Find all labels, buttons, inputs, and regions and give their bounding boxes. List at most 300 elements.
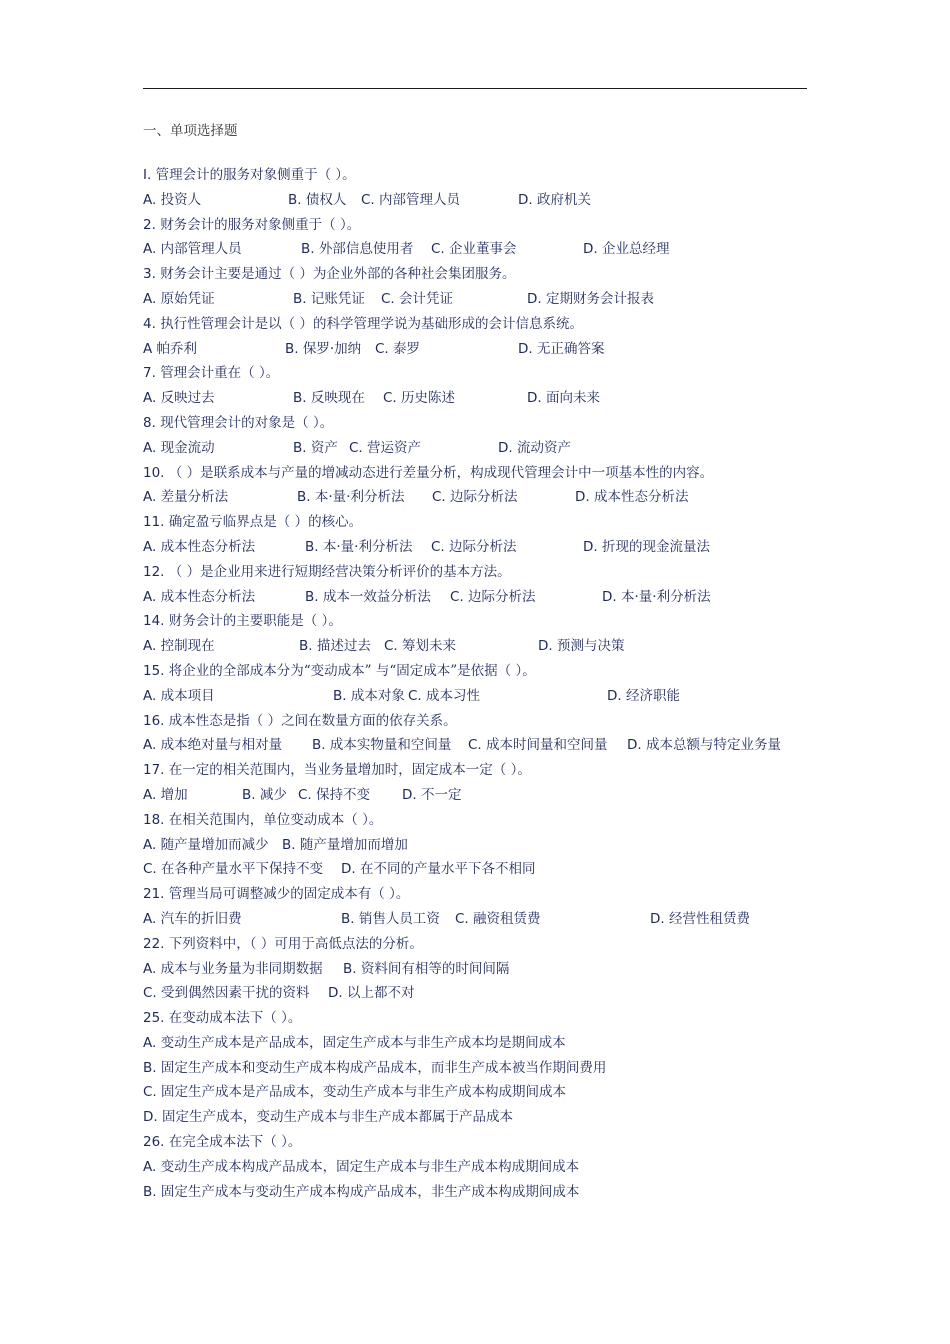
option	[293, 386, 365, 411]
item-marker: D.	[650, 910, 665, 927]
item-marker: B.	[242, 786, 256, 803]
option	[341, 907, 440, 932]
item-marker: 11.	[143, 514, 165, 531]
item-text: 在变动成本法下（ ）。	[168, 1010, 302, 1027]
item-marker: B.	[143, 1183, 157, 1200]
options-line	[143, 981, 823, 1006]
option	[301, 237, 413, 262]
item-marker: B.	[333, 687, 347, 704]
item-marker: C.	[298, 786, 312, 803]
item-marker: A.	[143, 241, 157, 258]
option	[285, 337, 361, 362]
item-marker: B.	[301, 241, 315, 258]
item-text: 变动生产成本构成产品成本，固定生产成本与非生产成本构成期间成本	[160, 1158, 580, 1175]
item-text: 执行性管理会计是以（ ）的科学管理学说为基础形成的会计信息系统。	[160, 315, 583, 332]
item-marker: C.	[143, 985, 157, 1002]
options-line	[143, 634, 823, 659]
item-text: 本·量·利分析法	[322, 538, 413, 555]
item-text: 随产量增加而增加	[299, 836, 408, 853]
item-marker: A.	[143, 836, 157, 853]
item-text: 在各种产量水平下保持不变	[161, 861, 324, 878]
item-marker: B.	[305, 588, 319, 605]
option	[381, 287, 453, 312]
item-text: 在完全成本法下（ ）。	[168, 1134, 302, 1151]
option	[143, 337, 197, 362]
item-marker: D.	[575, 489, 590, 506]
item-text: 控制现在	[160, 638, 215, 655]
item-marker: D.	[518, 191, 533, 208]
option	[518, 188, 591, 213]
option	[293, 436, 338, 461]
question-line	[143, 1006, 823, 1031]
item-text: 固定生产成本与变动生产成本构成产品成本，非生产成本构成期间成本	[160, 1183, 580, 1200]
question-line	[143, 659, 823, 684]
option	[143, 188, 201, 213]
item-marker: 4.	[143, 315, 156, 332]
item-marker: B.	[343, 960, 357, 977]
options-line	[143, 907, 823, 932]
question-line	[143, 882, 823, 907]
item-text: 成本绝对量与相对量	[160, 737, 283, 754]
item-text: 以上都不对	[346, 985, 415, 1002]
options-line	[143, 237, 823, 262]
item-marker: C.	[468, 737, 482, 754]
item-marker: B.	[285, 340, 299, 357]
item-marker: C.	[408, 687, 422, 704]
item-text: 经济职能	[625, 687, 680, 704]
item-text: 原始凭证	[160, 290, 215, 307]
item-text: 内部管理人员	[160, 241, 242, 258]
question-line	[143, 163, 823, 188]
item-marker: B.	[143, 1059, 157, 1076]
question-line	[143, 1130, 823, 1155]
item-marker: B.	[288, 191, 302, 208]
item-text: 管理会计的服务对象侧重于（ ）。	[155, 167, 356, 183]
option	[143, 833, 269, 858]
item-marker: D.	[143, 1109, 158, 1126]
item-text: 反映过去	[160, 390, 215, 407]
option	[143, 981, 310, 1006]
item-marker: A.	[143, 191, 157, 208]
option	[450, 585, 536, 610]
item-marker: C.	[431, 538, 445, 555]
item-text: 汽车的折旧费	[160, 910, 242, 927]
item-text: 融资租赁费	[473, 910, 541, 927]
option	[408, 684, 480, 709]
question	[143, 932, 423, 957]
option	[602, 585, 711, 610]
option	[143, 436, 215, 461]
item-marker: B.	[341, 910, 355, 927]
item-text: 企业董事会	[449, 241, 517, 258]
item-text: 定期财务会计报表	[545, 290, 654, 307]
option	[527, 287, 654, 312]
option	[305, 585, 431, 610]
question	[143, 560, 511, 585]
item-text: 营运资产	[367, 439, 422, 456]
item-text: 泰罗	[393, 340, 421, 357]
item-text: 预测与决策	[556, 638, 625, 655]
option	[343, 957, 509, 982]
option	[143, 634, 215, 659]
item-marker: C.	[143, 1084, 157, 1101]
option	[583, 535, 710, 560]
question-line	[143, 361, 823, 386]
question	[143, 709, 457, 734]
option	[288, 188, 346, 213]
item-marker: 7.	[143, 365, 156, 382]
item-text: 固定生产成本和变动生产成本构成产品成本，而非生产成本被当作期间费用	[160, 1059, 607, 1076]
question-line	[143, 808, 823, 833]
item-marker: A.	[143, 638, 157, 655]
question-line	[143, 213, 823, 238]
item-text: 在相关范围内，单位变动成本（ ）。	[168, 811, 383, 828]
item-marker: A.	[143, 1158, 157, 1175]
item-marker: A.	[143, 390, 157, 407]
option	[242, 783, 287, 808]
options-line	[143, 337, 823, 362]
item-marker: I.	[143, 167, 152, 183]
option	[384, 634, 456, 659]
option	[333, 684, 405, 709]
item-text: 历史陈述	[401, 390, 456, 407]
item-text: 现金流动	[160, 439, 215, 456]
question-line	[143, 461, 823, 486]
option	[538, 634, 624, 659]
item-marker: D.	[341, 861, 356, 878]
item-text: 投资人	[160, 191, 202, 208]
option	[297, 485, 404, 510]
item-text: 保罗·加纳	[302, 340, 362, 357]
question	[143, 758, 531, 783]
item-text: 成本时间量和空间量	[486, 737, 608, 754]
option	[431, 535, 517, 560]
item-marker: D.	[602, 588, 617, 605]
item-marker: B.	[282, 836, 296, 853]
option	[402, 783, 461, 808]
item-text: 折现的现金流量法	[601, 538, 710, 555]
item-marker: C.	[383, 390, 397, 407]
question-line	[143, 1155, 823, 1180]
question-line	[143, 510, 823, 535]
options-line	[143, 535, 823, 560]
item-marker: C.	[450, 588, 464, 605]
option	[627, 733, 781, 758]
question	[143, 1080, 566, 1105]
item-marker: 2.	[143, 216, 156, 233]
item-text: 成本性态分析法	[160, 588, 256, 605]
option	[575, 485, 688, 510]
item-text: 本·量·利分析法	[314, 489, 405, 506]
question-line	[143, 758, 823, 783]
question-line	[143, 411, 823, 436]
item-marker: B.	[299, 638, 313, 655]
item-text: 政府机关	[536, 191, 591, 208]
item-text: 成本对象	[350, 687, 405, 704]
item-text: 管理当局可调整减少的固定成本有（ ）。	[168, 886, 410, 903]
item-marker: C.	[375, 340, 389, 357]
question	[143, 312, 583, 337]
item-marker: A.	[143, 439, 157, 456]
item-marker: A.	[143, 290, 157, 307]
option	[143, 857, 323, 882]
item-marker: B.	[312, 737, 326, 754]
item-text: 变动生产成本是产品成本，固定生产成本与非生产成本均是期间成本	[160, 1034, 566, 1051]
item-text: 成本一效益分析法	[322, 588, 431, 605]
item-text: 记账凭证	[310, 290, 365, 307]
item-marker: A.	[143, 687, 157, 704]
item-marker: D.	[607, 687, 622, 704]
option	[498, 436, 571, 461]
item-text: 在不同的产量水平下各不相同	[359, 861, 536, 878]
item-marker: C.	[361, 191, 375, 208]
option	[305, 535, 412, 560]
item-marker: D.	[402, 786, 417, 803]
option	[455, 907, 541, 932]
option	[143, 733, 282, 758]
item-marker: C.	[384, 638, 398, 655]
options-line	[143, 783, 823, 808]
item-text: 会计凭证	[399, 290, 454, 307]
option	[293, 287, 365, 312]
question	[143, 659, 536, 684]
question-line	[143, 609, 823, 634]
item-text: 将企业的全部成本分为“变动成本” 与“固定成本”是依据（ ）。	[168, 662, 536, 679]
item-marker: A.	[143, 1034, 157, 1051]
item-marker: 17.	[143, 762, 165, 779]
item-text: 销售人员工资	[358, 910, 440, 927]
question-line	[143, 1105, 823, 1130]
item-marker: C.	[349, 439, 363, 456]
item-text: 成本与业务量为非同期数据	[160, 960, 323, 977]
question-line	[143, 1056, 823, 1081]
section-title: 一、单项选择题	[143, 123, 238, 139]
option	[282, 833, 408, 858]
item-text: 成本性态分析法	[593, 489, 689, 506]
item-text: 现代管理会计的对象是（ ）。	[160, 414, 334, 431]
question-line	[143, 1031, 823, 1056]
item-marker: 26.	[143, 1134, 165, 1151]
question-list	[143, 163, 823, 1204]
question-line	[143, 932, 823, 957]
item-marker: A.	[143, 786, 157, 803]
item-text: 成本项目	[160, 687, 215, 704]
option	[143, 535, 255, 560]
item-text: 边际分析法	[468, 588, 536, 605]
item-text: 流动资产	[516, 439, 571, 456]
question	[143, 213, 360, 238]
question	[143, 1031, 566, 1056]
option	[143, 485, 228, 510]
item-marker: 15.	[143, 662, 165, 679]
question-line	[143, 312, 823, 337]
item-text: 债权人	[305, 191, 347, 208]
item-text: 边际分析法	[450, 489, 518, 506]
item-marker: D.	[583, 538, 598, 555]
option	[361, 188, 460, 213]
item-text: 受到偶然因素干扰的资料	[161, 985, 310, 1002]
option	[143, 237, 242, 262]
item-text: 外部信息使用者	[318, 241, 414, 258]
item-marker: D.	[498, 439, 513, 456]
item-marker: D.	[328, 985, 343, 1002]
option	[583, 237, 669, 262]
question	[143, 510, 362, 535]
options-line	[143, 833, 823, 858]
item-text: 反映现在	[310, 390, 365, 407]
item-marker: 12.	[143, 563, 165, 580]
item-marker: D.	[627, 737, 642, 754]
item-text: 成本习性	[426, 687, 481, 704]
option	[375, 337, 420, 362]
question	[143, 411, 333, 436]
item-text: 下列资料中，（ ）可用于高低点法的分析。	[168, 935, 423, 952]
item-marker: D.	[527, 290, 542, 307]
question	[143, 1056, 606, 1081]
option	[650, 907, 750, 932]
item-text: 财务会计的服务对象侧重于（ ）。	[160, 216, 361, 233]
item-text: 差量分析法	[160, 489, 229, 506]
option	[312, 733, 451, 758]
item-marker: A.	[143, 737, 157, 754]
options-line	[143, 485, 823, 510]
top-rule	[143, 88, 807, 89]
item-text: 成本总额与特定业务量	[645, 737, 781, 754]
question-line	[143, 1080, 823, 1105]
question	[143, 461, 713, 486]
option	[518, 337, 604, 362]
item-marker: B.	[297, 489, 311, 506]
item-text: 财务会计的主要职能是（ ）。	[168, 613, 342, 630]
option	[383, 386, 455, 411]
item-text: 内部管理人员	[379, 191, 461, 208]
item-marker: A.	[143, 489, 157, 506]
item-marker: D.	[538, 638, 553, 655]
options-line	[143, 957, 823, 982]
item-marker: C.	[432, 489, 446, 506]
option	[299, 634, 371, 659]
option	[607, 684, 680, 709]
options-line	[143, 436, 823, 461]
item-marker: C.	[381, 290, 395, 307]
item-text: 成本实物量和空间量	[329, 737, 452, 754]
option	[298, 783, 370, 808]
question	[143, 609, 342, 634]
item-marker: D.	[527, 390, 542, 407]
question	[143, 361, 279, 386]
question	[143, 882, 409, 907]
item-marker: C.	[143, 861, 157, 878]
item-text: 增加	[160, 786, 188, 803]
item-text: 经营性租赁费	[668, 910, 750, 927]
item-marker: A.	[143, 538, 157, 555]
item-marker: C.	[431, 241, 445, 258]
options-line	[143, 733, 823, 758]
item-text: （ ）是联系成本与产量的增减动态进行差量分析，构成现代管理会计中一项基本性的内容。	[168, 464, 714, 481]
item-marker: B.	[293, 439, 307, 456]
item-marker: 25.	[143, 1010, 165, 1027]
question-line	[143, 560, 823, 585]
options-line	[143, 386, 823, 411]
item-marker: D.	[583, 241, 598, 258]
item-text: 减少	[259, 786, 287, 803]
item-marker: 8.	[143, 414, 156, 431]
options-line	[143, 188, 823, 213]
question	[143, 808, 382, 833]
item-text: 确定盈亏临界点是（ ）的核心。	[168, 514, 363, 531]
item-marker: 3.	[143, 266, 156, 283]
item-marker: A	[143, 340, 153, 357]
option	[143, 287, 215, 312]
question	[143, 262, 515, 287]
option	[431, 237, 517, 262]
item-text: 面向未来	[545, 390, 600, 407]
item-marker: 21.	[143, 886, 165, 903]
item-text: 帕乔利	[156, 340, 198, 357]
item-text: 不一定	[420, 786, 462, 803]
question	[143, 1180, 579, 1205]
option	[527, 386, 600, 411]
question	[143, 1006, 301, 1031]
item-text: 管理会计重在（ ）。	[160, 365, 280, 382]
item-text: 成本性态分析法	[160, 538, 256, 555]
options-line	[143, 857, 823, 882]
item-text: 固定生产成本，变动生产成本与非生产成本都属于产品成本	[161, 1109, 513, 1126]
item-marker: 22.	[143, 935, 165, 952]
option	[432, 485, 518, 510]
question-line	[143, 709, 823, 734]
item-text: 资产	[310, 439, 338, 456]
option	[468, 733, 608, 758]
option	[143, 684, 215, 709]
item-text: 边际分析法	[449, 538, 517, 555]
question	[143, 1105, 513, 1130]
item-text: 财务会计主要是通过（ ）为企业外部的各种社会集团服务。	[160, 266, 516, 283]
question	[143, 163, 356, 188]
item-text: 企业总经理	[601, 241, 670, 258]
question	[143, 1130, 301, 1155]
item-text: 无正确答案	[536, 340, 605, 357]
item-text: 资料间有相等的时间间隔	[360, 960, 510, 977]
item-marker: A.	[143, 960, 157, 977]
item-marker: 10.	[143, 464, 165, 481]
option	[143, 386, 215, 411]
item-text: 描述过去	[316, 638, 371, 655]
option	[143, 907, 242, 932]
options-line	[143, 684, 823, 709]
item-marker: 14.	[143, 613, 165, 630]
item-text: 本·量·利分析法	[620, 588, 711, 605]
item-text: 在一定的相关范围内，当业务量增加时，固定成本一定（ ）。	[168, 762, 531, 779]
item-marker: D.	[518, 340, 533, 357]
item-marker: 18.	[143, 811, 165, 828]
item-text: 随产量增加而减少	[160, 836, 269, 853]
item-text: 保持不变	[316, 786, 371, 803]
option	[341, 857, 535, 882]
options-line	[143, 287, 823, 312]
options-line	[143, 585, 823, 610]
option	[143, 585, 255, 610]
item-marker: B.	[293, 290, 307, 307]
item-text: （ ）是企业用来进行短期经营决策分析评价的基本方法。	[168, 563, 511, 580]
option	[143, 783, 188, 808]
item-marker: B.	[305, 538, 319, 555]
item-marker: 16.	[143, 712, 165, 729]
option	[349, 436, 421, 461]
item-marker: C.	[455, 910, 469, 927]
item-marker: A.	[143, 910, 157, 927]
item-text: 固定生产成本是产品成本，变动生产成本与非生产成本构成期间成本	[161, 1084, 567, 1101]
